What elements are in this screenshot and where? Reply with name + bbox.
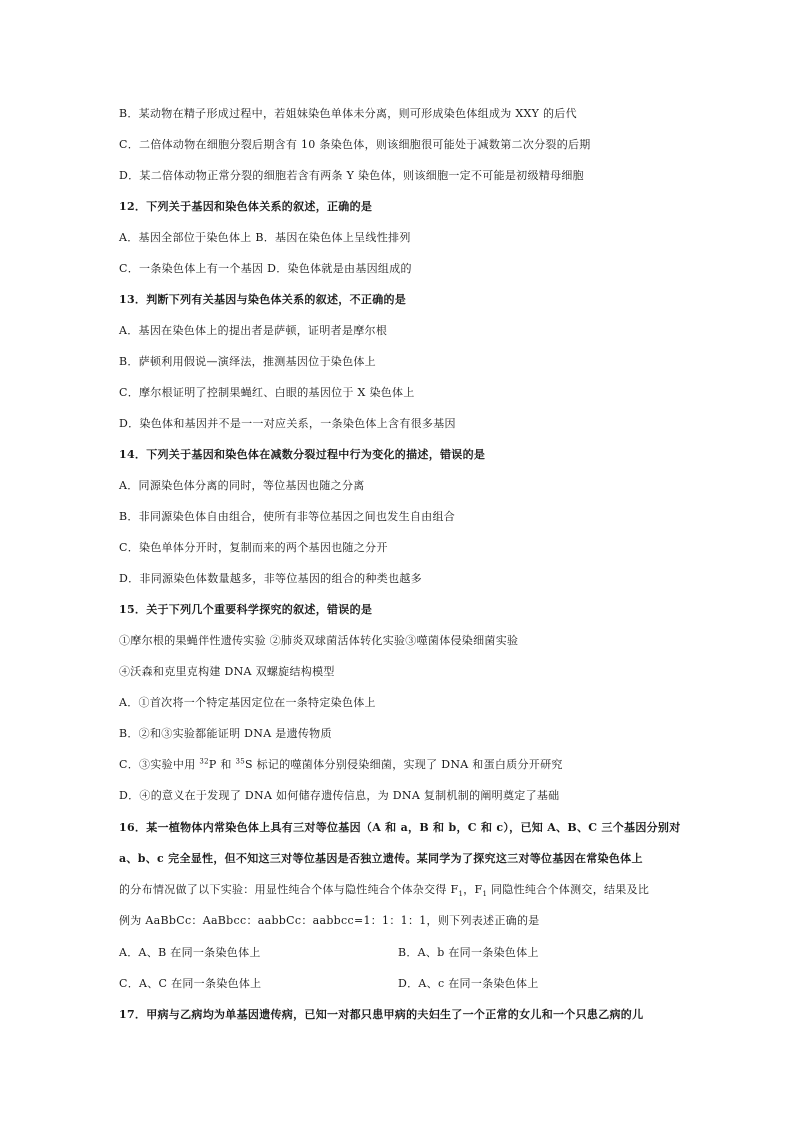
q16-option-b: B．A、b 在同一条染色体上 [398, 946, 539, 959]
q16-stem-line-3 [119, 883, 649, 897]
q13-option-a: A．基因在染色体上的提出者是萨顿，证明者是摩尔根 [119, 324, 388, 337]
q16-option-c: C．A、C 在同一条染色体上 [119, 977, 262, 990]
q16-f1-sub-2: 1 [482, 890, 488, 899]
q14-stem: 14．下列关于基因和染色体在减数分裂过程中行为变化的描述，错误的是 [119, 448, 486, 461]
q16-options-row-1 [119, 946, 261, 960]
q15-option-b: B．②和③实验都能证明 DNA 是遗传物质 [119, 727, 332, 740]
q15-option-a: A．①首次将一个特定基因定位在一条特定染色体上 [119, 696, 376, 709]
q15-experiments-1: ①摩尔根的果蝇伴性遗传实验 ②肺炎双球菌活体转化实验③噬菌体侵染细菌实验 [119, 634, 519, 647]
q12-stem: 12．下列关于基因和染色体关系的叙述，正确的是 [119, 200, 373, 213]
q15c-isotope-p: 32 [199, 757, 209, 766]
q12-options-ab: A．基因全部位于染色体上 B．基因在染色体上呈线性排列 [119, 231, 411, 244]
q17-stem: 17．甲病与乙病均为单基因遗传病，已知一对都只患甲病的夫妇生了一个正常的女儿和一个只患乙病的儿 [119, 1008, 644, 1021]
q11-option-c: C．二倍体动物在细胞分裂后期含有 10 条染色体，则该细胞很可能处于减数第二次分裂的后期 [119, 138, 591, 151]
q14-option-b: B．非同源染色体自由组合，使所有非等位基因之间也发生自由组合 [119, 510, 456, 523]
q16-stem-line-2: a、b、c 完全显性，但不知这三对等位基因是否独立遗传。某同学为了探究这三对等位基因在常染色体上 [119, 852, 643, 865]
q14-option-d: D．非同源染色体数量越多，非等位基因的组合的种类也越多 [119, 572, 422, 585]
q15-stem: 15．关于下列几个重要科学探究的叙述，错误的是 [119, 603, 373, 616]
q13-option-d: D．染色体和基因并不是一一对应关系，一条染色体上含有很多基因 [119, 417, 456, 430]
q15c-isotope-s: 35 [235, 757, 245, 766]
q15c-text-3: S 标记的噬菌体分别侵染细菌，实现了 DNA 和蛋白质分开研究 [244, 758, 563, 771]
q15c-text-1: C．③实验中用 [119, 758, 200, 771]
q16-stem-line-1: 16．某一植物体内常染色体上具有三对等位基因（A 和 a，B 和 b，C 和 c），已知 A、B、C 三个基因分别对 [119, 821, 681, 834]
q16-option-a: A．A、B 在同一条染色体上 [119, 946, 261, 959]
q15c-text-2: P 和 [208, 758, 236, 771]
q12-options-cd: C．一条染色体上有一个基因 D．染色体就是由基因组成的 [119, 262, 412, 275]
q13-option-c: C．摩尔根证明了控制果蝇红、白眼的基因位于 X 染色体上 [119, 386, 415, 399]
q16-stem-line-4: 例为 AaBbCc：AaBbcc：aabbCc：aabbcc=1：1：1：1，则下列表述正确的是 [119, 914, 540, 927]
q13-stem: 13．判断下列有关基因与染色体关系的叙述，不正确的是 [119, 293, 407, 306]
q14-option-c: C．染色单体分开时，复制而来的两个基因也随之分开 [119, 541, 388, 554]
q16-f1-sub-1: 1 [458, 890, 464, 899]
q16-l3-text-3: 同隐性纯合个体测交，结果及比 [487, 883, 650, 896]
q15-option-c [119, 758, 563, 772]
q16-option-d: D．A、c 在同一条染色体上 [398, 977, 539, 990]
q11-option-b: B．某动物在精子形成过程中，若姐妹染色单体未分离，则可形成染色体组成为 XXY 的后代 [119, 107, 577, 120]
q16-l3-text-1: 的分布情况做了以下实验：用显性纯合个体与隐性纯合个体杂交得 F [119, 883, 459, 896]
q15-experiments-2: ④沃森和克里克构建 DNA 双螺旋结构模型 [119, 665, 335, 678]
q14-option-a: A．同源染色体分离的同时，等位基因也随之分离 [119, 479, 365, 492]
q16-l3-text-2: ，F [463, 883, 483, 896]
q13-option-b: B．萨顿利用假说—演绎法，推测基因位于染色体上 [119, 355, 376, 368]
q11-option-d: D．某二倍体动物正常分裂的细胞若含有两条 Y 染色体，则该细胞一定不可能是初级精母细胞 [119, 169, 584, 182]
q15-option-d: D．④的意义在于发现了 DNA 如何储存遗传信息，为 DNA 复制机制的阐明奠定了基础 [119, 789, 560, 802]
